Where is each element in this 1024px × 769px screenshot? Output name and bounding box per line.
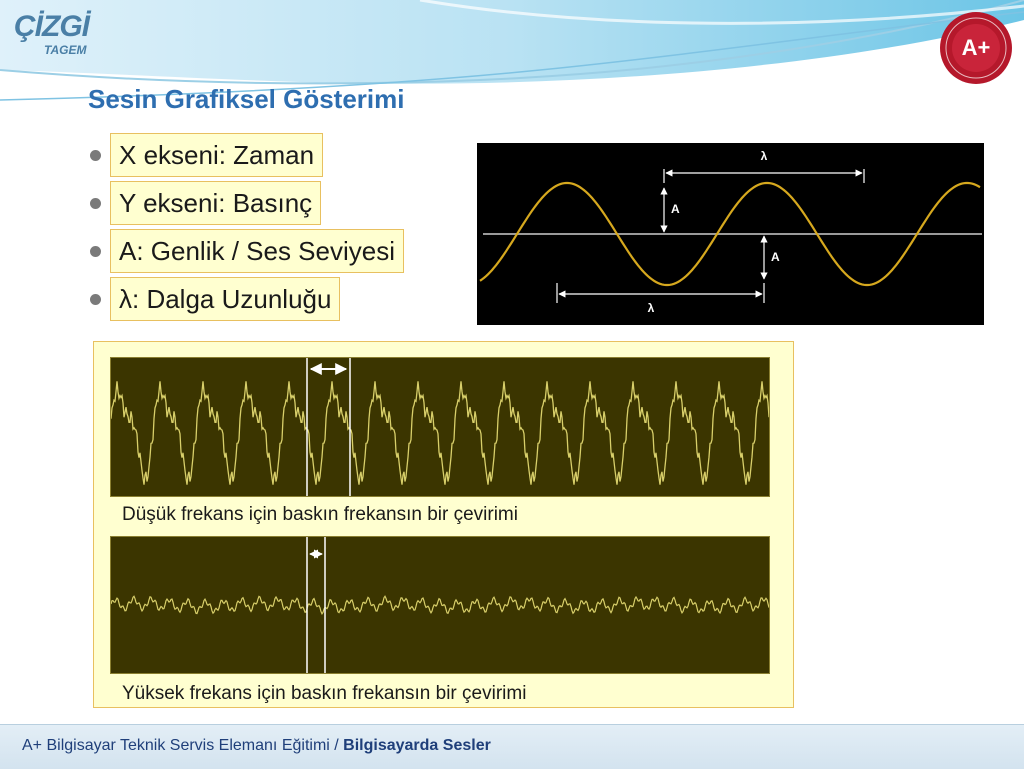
footer	[22, 737, 491, 755]
logo-wordmark: ÇİZGİ	[14, 10, 89, 43]
wavelength-label-bottom: λ	[647, 301, 655, 315]
bullet-icon	[90, 246, 101, 257]
seal-label: A+	[961, 35, 991, 60]
bullet-text: λ: Dalga Uzunluğu	[110, 277, 340, 321]
bullet-icon	[90, 198, 101, 209]
bullet-item	[88, 132, 468, 180]
logo-subtitle: TAGEM	[44, 43, 87, 57]
wavelength-label-top: λ	[760, 149, 768, 163]
low-frequency-waveform	[110, 357, 770, 497]
amplitude-label-top: A	[671, 202, 680, 216]
slide-title: Sesin Grafiksel Gösterimi	[88, 84, 405, 114]
high-frequency-waveform	[110, 536, 770, 674]
bullet-item	[88, 180, 468, 228]
bullet-item	[88, 276, 468, 324]
bullet-icon	[90, 294, 101, 305]
bullet-icon	[90, 150, 101, 161]
cizgi-tagem-logo	[14, 10, 114, 60]
amplitude-label-bottom: A	[771, 250, 780, 264]
wave-diagram	[477, 143, 984, 325]
high-frequency-caption: Yüksek frekans için baskın frekansın bir çevirimi	[122, 683, 527, 704]
frequency-comparison-panel	[93, 341, 794, 708]
bullet-text: A: Genlik / Ses Seviyesi	[110, 229, 404, 273]
a-plus-seal-icon	[938, 10, 1014, 86]
bullet-list	[88, 132, 468, 324]
bullet-text: X ekseni: Zaman	[110, 133, 323, 177]
footer-course: A+ Bilgisayar Teknik Servis Elemanı Eğitimi /	[22, 737, 339, 754]
low-frequency-caption: Düşük frekans için baskın frekansın bir çevirimi	[122, 504, 518, 525]
low-frequency-signal	[111, 381, 769, 484]
bullet-item	[88, 228, 468, 276]
bullet-text: Y ekseni: Basınç	[110, 181, 321, 225]
footer-topic: Bilgisayarda Sesler	[343, 737, 491, 754]
high-frequency-signal	[111, 596, 769, 614]
